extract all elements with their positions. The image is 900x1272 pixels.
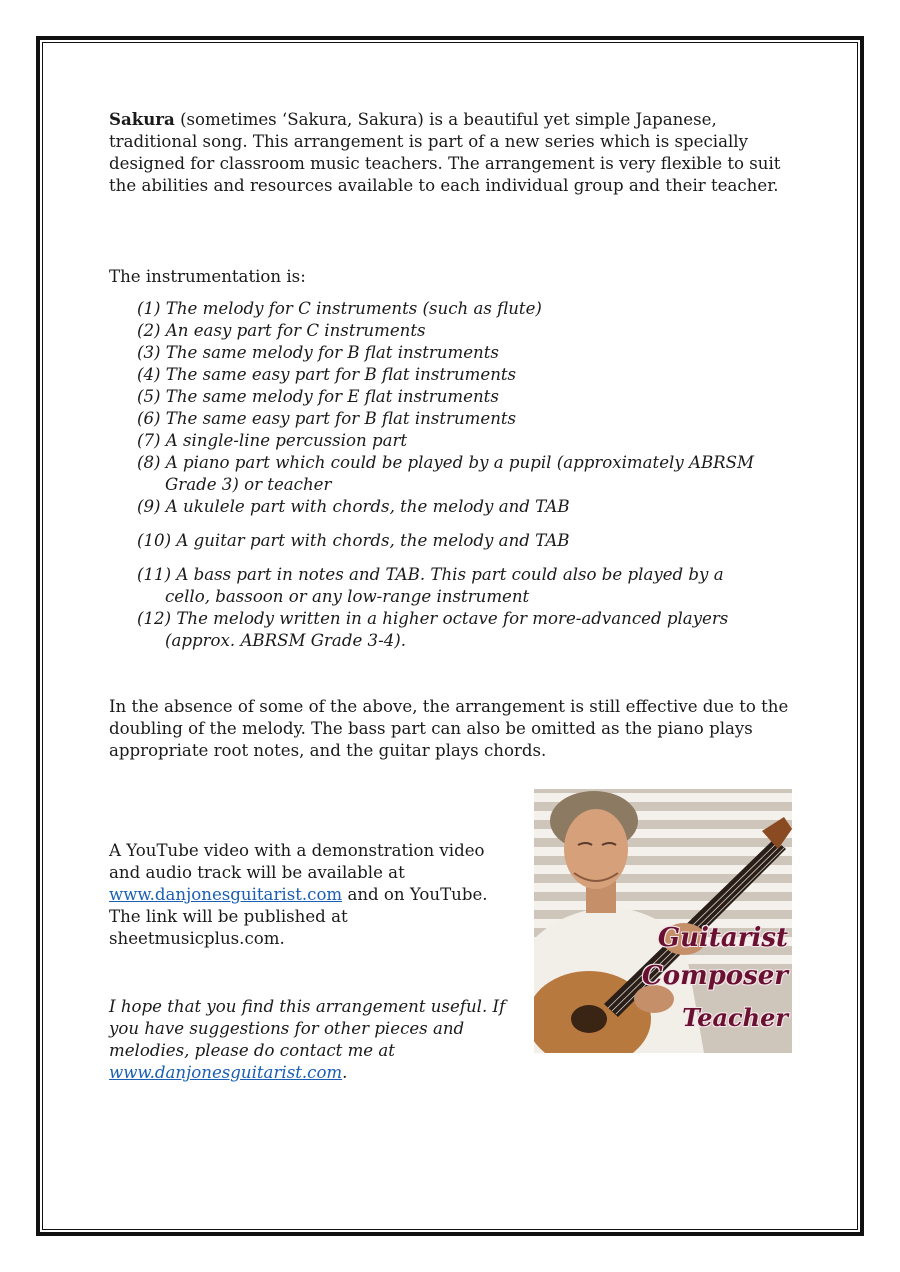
instrument-item-text: (5) The same melody for E flat instruments [137, 387, 499, 406]
photo-caption-composer: Composer [642, 961, 788, 991]
instrument-item [137, 364, 787, 386]
intro-paragraph [109, 108, 789, 197]
instrument-item [137, 408, 787, 430]
photo-caption-teacher: Teacher [682, 1003, 788, 1032]
instrumentation-heading: The instrumentation is: [109, 267, 306, 286]
instrument-item-text: (6) The same easy part for B flat instruments [137, 409, 517, 428]
instrument-item-text: (11) A bass part in notes and TAB. This part could also be played by a [137, 565, 724, 584]
intro-text: (sometimes ‘Sakura, Sakura) is a beautiful yet simple Japanese, traditional song. This arrangement is part of a new series which is specially designed for classroom music teachers. The arrangement is very flexible to suit the abilities and resources available to each individual group and their teacher. [109, 110, 781, 195]
instrument-item [137, 320, 787, 342]
song-title: Sakura [109, 109, 175, 129]
instrument-item [137, 496, 787, 518]
instrument-item-text: (7) A single-line percussion part [137, 431, 408, 450]
youtube-paragraph [109, 840, 519, 950]
youtube-text-before: A YouTube video with a demonstration video and audio track will be available at [109, 841, 485, 882]
instrument-item-text: (9) A ukulele part with chords, the melody and TAB [137, 497, 570, 516]
instrument-item [137, 430, 787, 452]
guitarist-photo [534, 789, 792, 1053]
instrument-item-text: (4) The same easy part for B flat instruments [137, 365, 517, 384]
closing-paragraph [109, 996, 529, 1084]
instrument-item-text: (1) The melody for C instruments (such as flute) [137, 299, 542, 318]
youtube-text-after: and on YouTube. The link will be published at sheetmusicplus.com. [109, 885, 488, 948]
website-link[interactable]: www.danjonesguitarist.com [109, 885, 343, 904]
instrument-item-text: (8) A piano part which could be played by a pupil (approximately ABRSM [137, 453, 755, 472]
instrument-item-continuation: (approx. ABRSM Grade 3-4). [165, 631, 407, 650]
instrument-item [137, 342, 787, 364]
instrument-item [137, 386, 787, 408]
instrument-item [137, 608, 787, 652]
absence-paragraph: In the absence of some of the above, the arrangement is still effective due to the doubling of the melody. The bass part can also be omitted as the piano plays appropriate root notes, and the guitar plays chords. [109, 697, 789, 760]
instrument-item-text: (3) The same melody for B flat instruments [137, 343, 499, 362]
instrument-item-text: (2) An easy part for C instruments [137, 321, 426, 340]
photo-caption-guitarist: Guitarist [657, 923, 788, 953]
instrument-item-continuation: cello, bassoon or any low-range instrument [165, 587, 530, 606]
instrument-item-text: (10) A guitar part with chords, the melody and TAB [137, 531, 570, 550]
closing-text-after: . [342, 1063, 348, 1082]
instrument-item [137, 298, 787, 320]
instrument-item-continuation: Grade 3) or teacher [165, 475, 332, 494]
instrumentation-list [137, 298, 787, 652]
instrument-item [137, 452, 787, 496]
closing-text-before: I hope that you find this arrangement useful. If you have suggestions for other pieces and melodies, please do contact me at [109, 997, 506, 1060]
instrument-item [137, 564, 787, 608]
instrument-item-text: (12) The melody written in a higher octave for more-advanced players [137, 609, 729, 628]
instrument-item [137, 530, 787, 552]
contact-link[interactable]: www.danjonesguitarist.com [109, 1063, 343, 1082]
